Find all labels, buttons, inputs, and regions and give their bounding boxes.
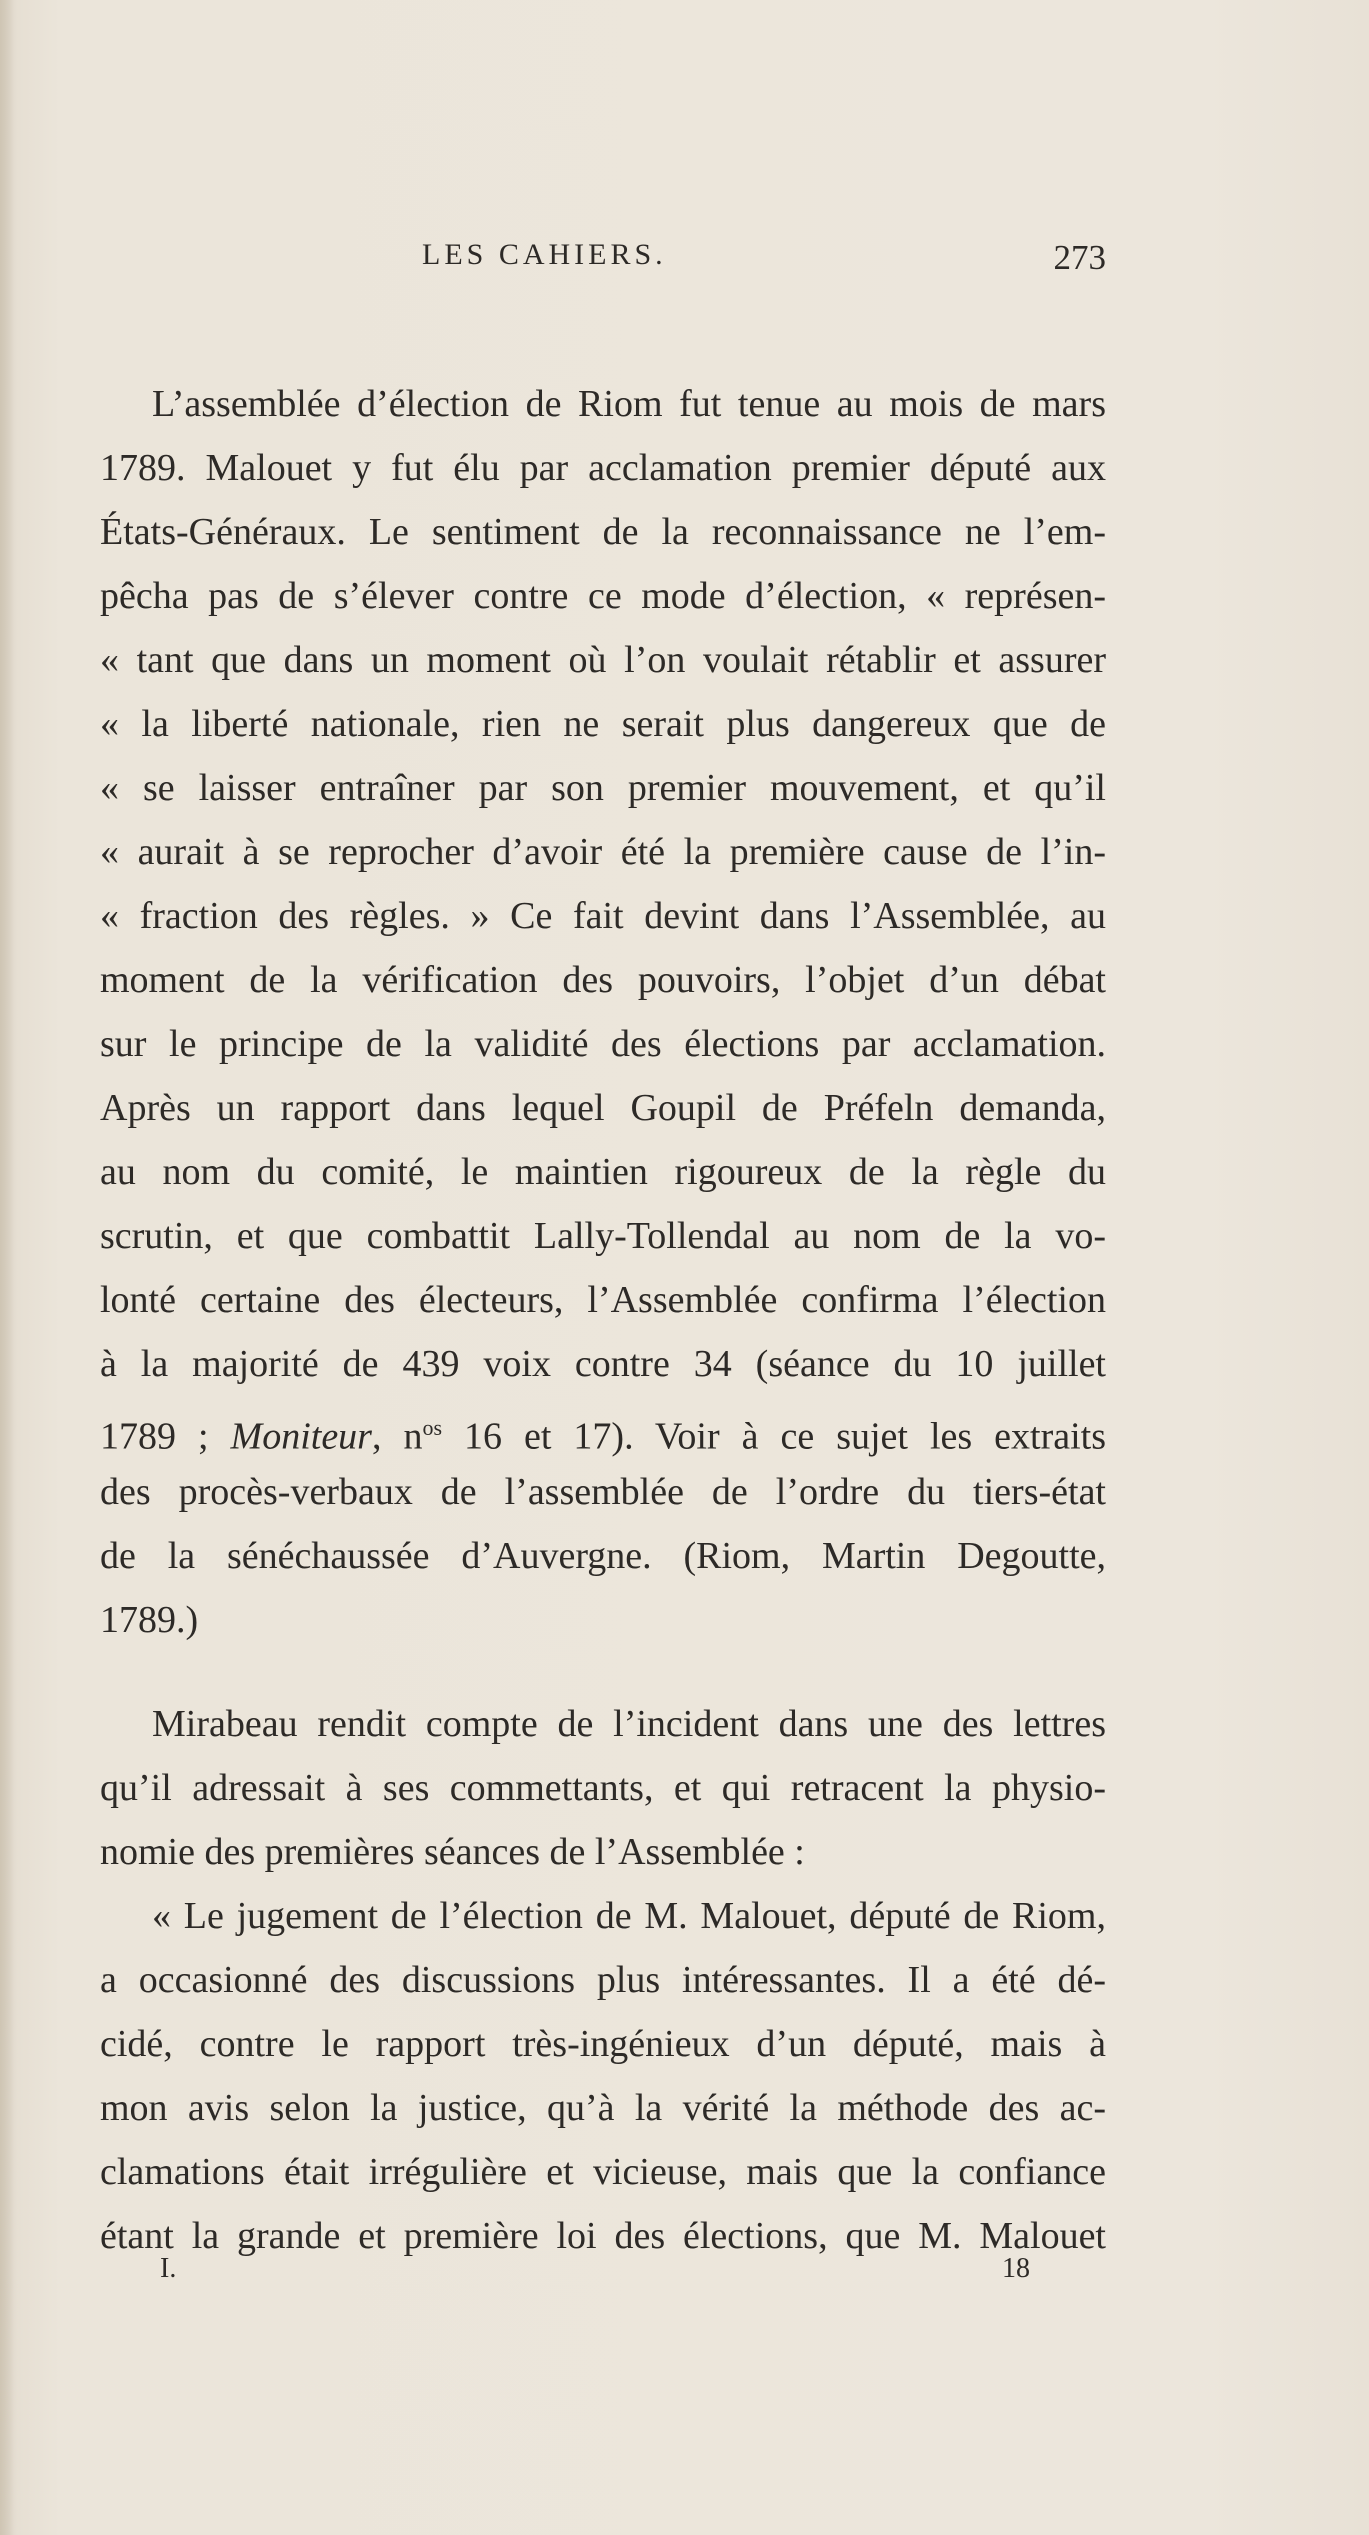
text-line: L’assemblée d’élection de Riom fut tenue au mois de mars (152, 383, 1106, 425)
text-line: des procès-verbaux de l’assemblée de l’ordre du tiers-état (100, 1471, 1106, 1513)
text-line: étant la grande et première loi des élections, que M. Malouet (100, 2215, 1106, 2257)
text-line: sur le principe de la validité des élections par acclamation. (100, 1023, 1106, 1065)
text-line: scrutin, et que combattit Lally-Tollendal au nom de la vo- (100, 1215, 1106, 1257)
text-line: « tant que dans un moment où l’on voulait rétablir et assurer (100, 639, 1106, 681)
text-line: pêcha pas de s’élever contre ce mode d’élection, « représen- (100, 575, 1106, 617)
text-line: à la majorité de 439 voix contre 34 (séance du 10 juillet (100, 1343, 1106, 1385)
text-line: nomie des premières séances de l’Assemblée : (100, 1831, 805, 1873)
text-line: a occasionné des discussions plus intéressantes. Il a été dé- (100, 1959, 1106, 2001)
text-line: « la liberté nationale, rien ne serait plus dangereux que de (100, 703, 1106, 745)
running-title: LES CAHIERS. (422, 238, 667, 271)
text-line: de la sénéchaussée d’Auvergne. (Riom, Martin Degoutte, (100, 1535, 1106, 1577)
text-line: 1789.) (100, 1599, 199, 1641)
text-line-citation (100, 1396, 1106, 1460)
text-line: qu’il adressait à ses commettants, et qui retracent la physio- (100, 1767, 1106, 1809)
text-line: « fraction des règles. » Ce fait devint dans l’Assemblée, au (100, 895, 1106, 937)
text-line: moment de la vérification des pouvoirs, l’objet d’un débat (100, 959, 1106, 1001)
text-line: « Le jugement de l’élection de M. Malouet, député de Riom, (152, 1895, 1106, 1937)
page-number: 273 (1053, 238, 1106, 277)
text-line: États-Généraux. Le sentiment de la reconnaissance ne l’em- (100, 511, 1106, 553)
sheet-number: 18 (1002, 2253, 1030, 2284)
citation-italic: Moniteur (230, 1415, 372, 1458)
paragraph-3 (100, 1884, 1106, 2268)
body-text (100, 372, 1106, 2268)
text-line: « se laisser entraîner par son premier mouvement, et qu’il (100, 767, 1106, 809)
citation-superscript: os (422, 1415, 443, 1440)
gutter-shadow (0, 0, 14, 2535)
text-line: Après un rapport dans lequel Goupil de Préfeln demanda, (100, 1087, 1106, 1129)
text-line: 1789. Malouet y fut élu par acclamation premier député aux (100, 447, 1106, 489)
text-line: mon avis selon la justice, qu’à la vérité la méthode des ac- (100, 2087, 1106, 2129)
citation-pre: 1789 ; (100, 1415, 231, 1458)
text-line: lonté certaine des électeurs, l’Assemblée confirma l’élection (100, 1279, 1106, 1321)
citation-post-a: , n (371, 1415, 423, 1458)
paragraph-gap (100, 1652, 1106, 1692)
text-line: « aurait à se reprocher d’avoir été la première cause de l’in- (100, 831, 1106, 873)
paragraph-1 (100, 372, 1106, 1652)
text-line: cidé, contre le rapport très-ingénieux d’un député, mais à (100, 2023, 1106, 2065)
volume-signature: I. (160, 2253, 177, 2284)
paragraph-2 (100, 1692, 1106, 1884)
page-footer (160, 2253, 1030, 2293)
text-line: Mirabeau rendit compte de l’incident dans une des lettres (152, 1703, 1106, 1745)
page-header (100, 238, 1106, 288)
text-line: au nom du comité, le maintien rigoureux de la règle du (100, 1151, 1106, 1193)
citation-post-b: 16 et 17). Voir à ce sujet les extraits (442, 1415, 1107, 1458)
text-line: clamations était irrégulière et vicieuse, mais que la confiance (100, 2151, 1106, 2193)
